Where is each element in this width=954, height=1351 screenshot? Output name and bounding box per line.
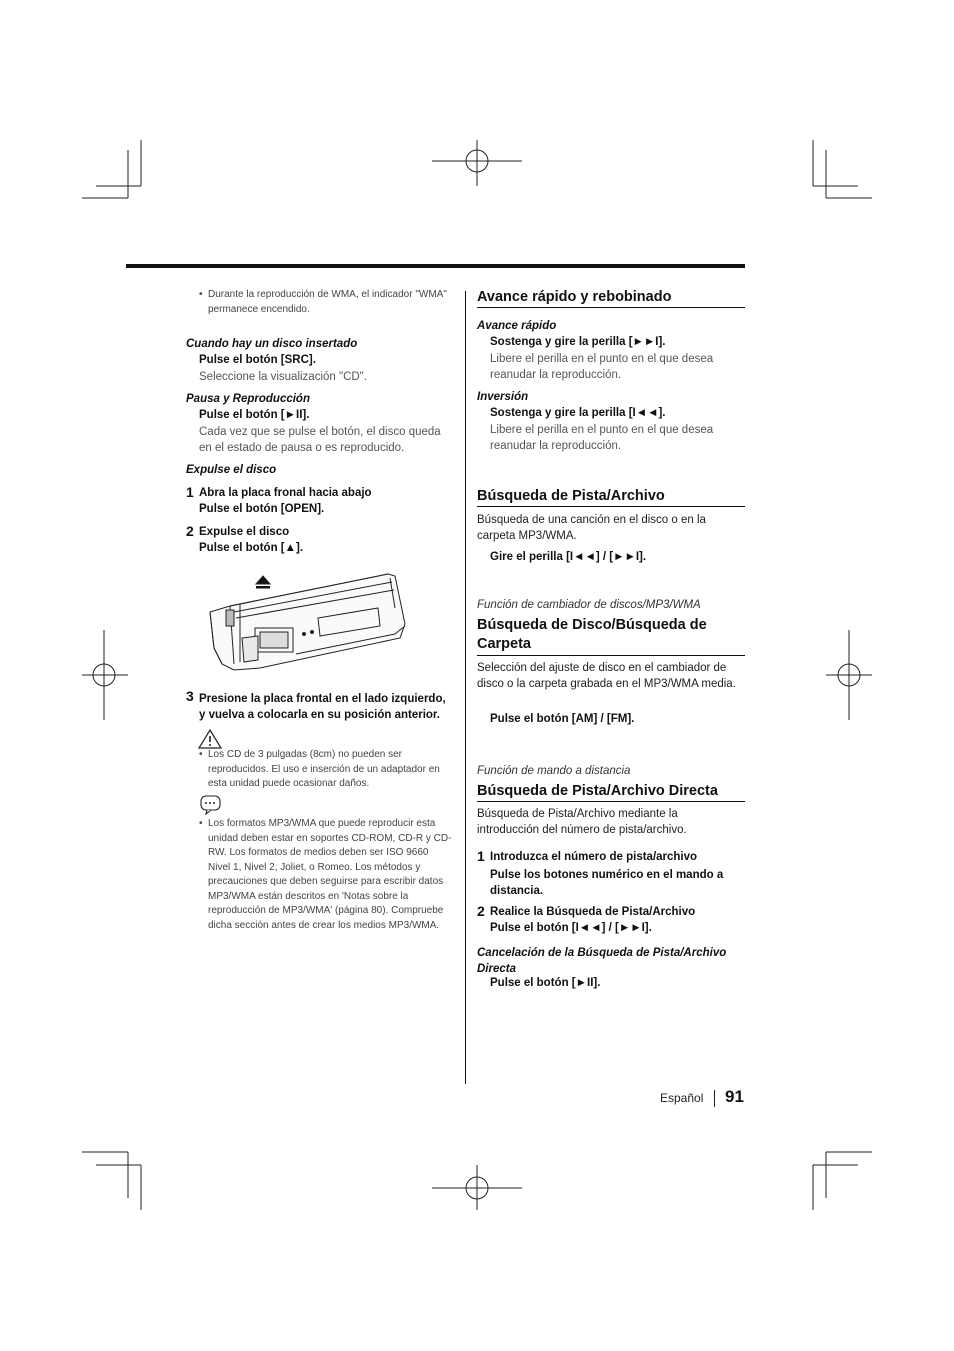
direct-search-heading: Búsqueda de Pista/Archivo Directa: [477, 783, 718, 799]
mp3-format-note: • Los formatos MP3/WMA que puede reproducir esta unidad deben estar en soportes CD-ROM, CD-R y CD-RW. Los formatos de medios deben ser ISO 9660 Nivel 1, Nivel 2, Joliet, o Romeo. Los métodos y precauciones que deben seguirse para escribir datos MP3/WMA están descritos en 'Notas sobre la reproducción de MP3/WMA' (página 80). Compruebe dicha sección antes de crear los medios MP3/WMA.: [199, 818, 452, 931]
direct-step1-title: Introduzca el número de pista/archivo: [490, 851, 698, 863]
ff-reverse-action: Sostenga y gire la perilla [I◄◄].: [490, 407, 666, 419]
direct-step1-action: Pulse los botones numérico en el mando a distancia.: [490, 869, 724, 897]
disc-search-category: Función de cambiador de discos/MP3/WMA: [477, 599, 701, 611]
top-rule: [126, 264, 745, 268]
eject-step1-title: Abra la placa fronal hacia abajo: [199, 487, 372, 499]
eject-step1-action: Pulse el botón [OPEN].: [199, 503, 325, 515]
column-divider: [465, 291, 466, 1084]
disc-inserted-title: Cuando hay un disco insertado: [186, 338, 358, 350]
eject-step3-number: 3: [186, 688, 194, 704]
footer-separator: [714, 1090, 715, 1107]
warning-icon: [198, 729, 222, 749]
ff-reverse-desc: Libere el perilla en el punto en el que desea reanudar la reproducción.: [490, 424, 714, 452]
disc-inserted-action: Pulse el botón [SRC].: [199, 354, 316, 366]
pause-action: Pulse el botón [►II].: [199, 409, 310, 421]
faceplate-eject-illustration: [200, 568, 415, 683]
note-icon: [199, 795, 223, 815]
track-search-rule: [477, 506, 745, 507]
pause-desc: Cada vez que se pulse el botón, el disco queda en el estado de pausa o es reproducido.: [199, 426, 441, 454]
eject-step2-title: Expulse el disco: [199, 526, 290, 538]
direct-cancel-action: Pulse el botón [►II].: [490, 977, 601, 989]
pause-title: Pausa y Reproducción: [186, 393, 310, 405]
disc-search-desc: Selección del ajuste de disco en el cambiador de disco o la carpeta grabada en el MP3/WMA media.: [477, 662, 736, 690]
track-search-desc: Búsqueda de una canción en el disco o en la carpeta MP3/WMA.: [477, 514, 706, 542]
direct-search-rule: [477, 801, 745, 802]
ff-forward-action: Sostenga y gire la perilla [►►I].: [490, 336, 666, 348]
eject-step2-action: Pulse el botón [▲].: [199, 542, 304, 554]
track-search-heading: Búsqueda de Pista/Archivo: [477, 488, 665, 504]
direct-search-desc: Búsqueda de Pista/Archivo mediante la introducción del número de pista/archivo.: [477, 808, 687, 836]
page-number: 91: [725, 1087, 744, 1106]
wma-note: • Durante la reproducción de WMA, el indicador "WMA" permanece encendido.: [199, 289, 447, 315]
eject-step1-number: 1: [186, 484, 194, 500]
eject-step3-text: Presione la placa frontal en el lado izquierdo, y vuelva a colocarla en su posición anterior.: [199, 693, 446, 721]
track-search-action: Gire el perilla [I◄◄] / [►►I].: [490, 551, 647, 563]
direct-cancel-title: Cancelación de la Búsqueda de Pista/Archivo Directa: [477, 947, 727, 975]
direct-step1-number: 1: [477, 848, 485, 864]
direct-step2-title: Realice la Búsqueda de Pista/Archivo: [490, 906, 696, 918]
ff-forward-desc: Libere el perilla en el punto en el que desea reanudar la reproducción.: [490, 353, 714, 381]
eject-step2-number: 2: [186, 523, 194, 539]
disc-inserted-desc: Seleccione la visualización "CD".: [199, 371, 367, 383]
warning-note: • Los CD de 3 pulgadas (8cm) no pueden ser reproducidos. El uso e inserción de un adaptador en esta unidad puede ocasionar daños.: [199, 749, 440, 789]
ff-forward-title: Avance rápido: [477, 320, 557, 332]
footer-language: Español: [660, 1091, 704, 1105]
eject-title: Expulse el disco: [186, 464, 277, 476]
ff-reverse-title: Inversión: [477, 391, 529, 403]
disc-search-heading: Búsqueda de Disco/Búsqueda de Carpeta: [477, 617, 707, 652]
direct-search-category: Función de mando a distancia: [477, 765, 631, 777]
direct-step2-action: Pulse el botón [I◄◄] / [►►I].: [490, 922, 652, 934]
disc-search-rule: [477, 655, 745, 656]
disc-search-action: Pulse el botón [AM] / [FM].: [490, 713, 635, 725]
ff-heading-rule: [477, 307, 745, 308]
ff-heading: Avance rápido y rebobinado: [477, 289, 672, 305]
direct-step2-number: 2: [477, 903, 485, 919]
